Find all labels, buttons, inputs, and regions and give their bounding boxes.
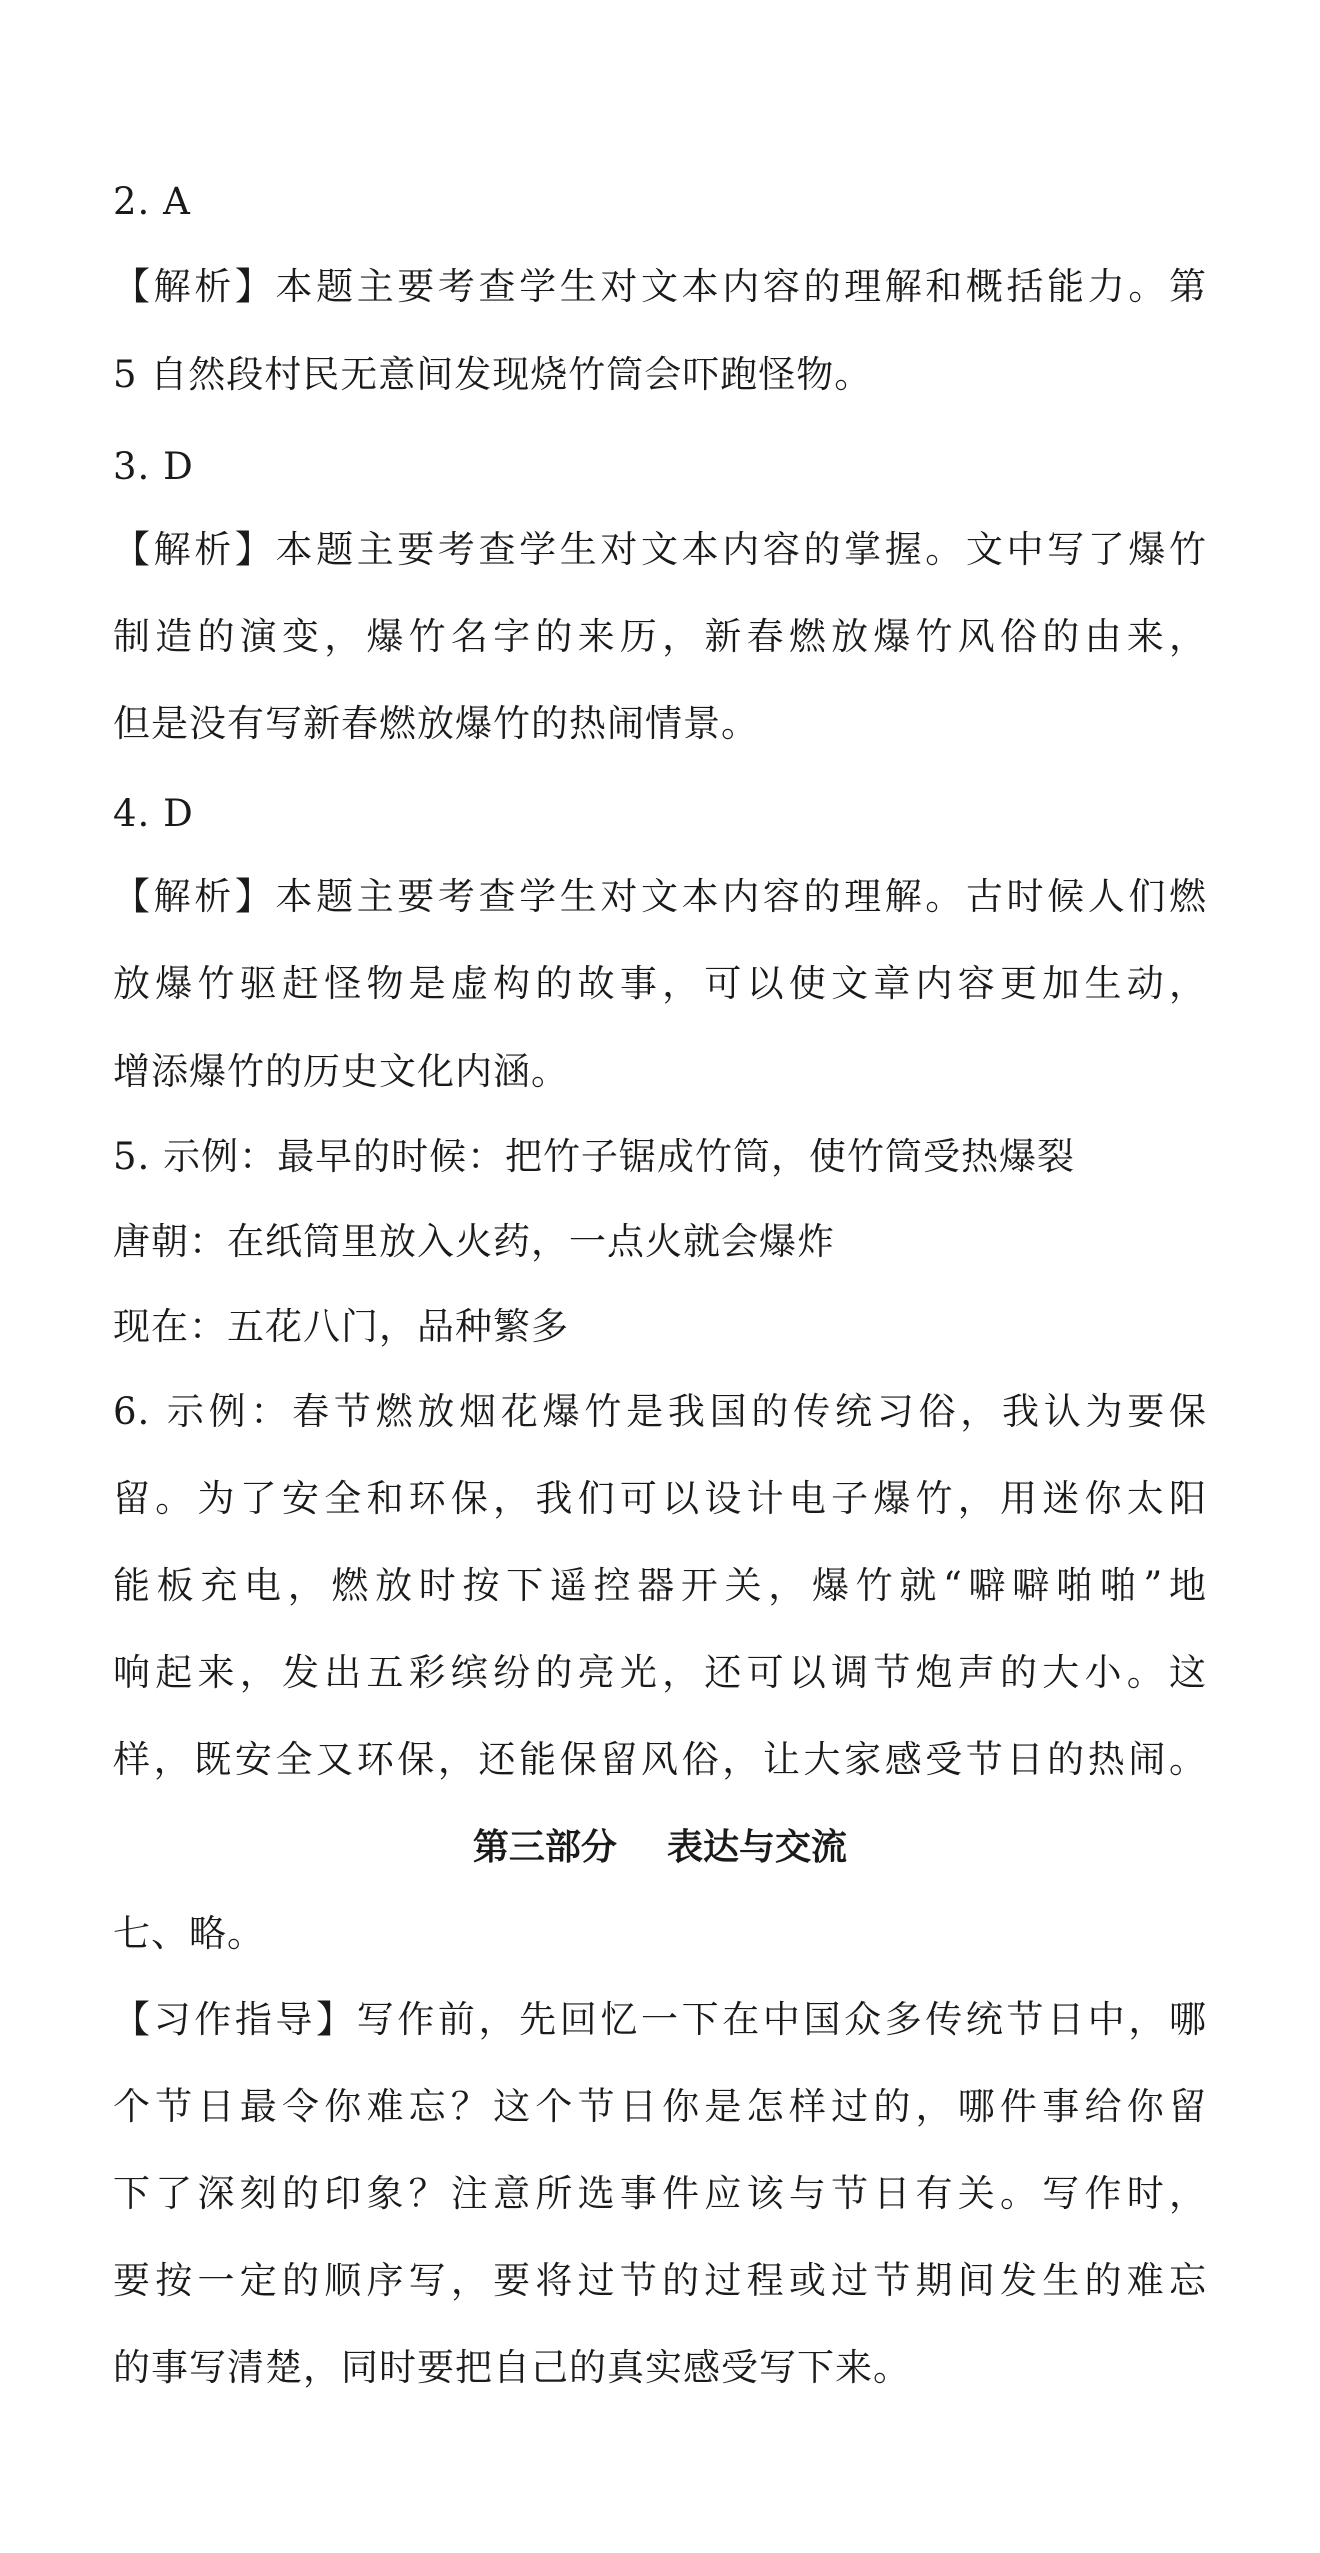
analysis-2-line-1: 【解析】本题主要考查学生对文本内容的理解和概括能力。第 (113, 265, 1207, 308)
section-heading: 第三部分 表达与交流 (472, 1827, 848, 1868)
answer-7: 七、略。 (113, 1912, 265, 1955)
answer-6-line-3: 能板充电，燃放时按下遥控器开关，爆竹就“噼噼啪啪”地 (113, 1564, 1207, 1607)
analysis-3-line-3: 但是没有写新春燃放爆竹的热闹情景。 (113, 702, 759, 745)
analysis-4-line-3: 增添爆竹的历史文化内涵。 (113, 1050, 569, 1093)
writing-guide-line-2: 个节日最令你难忘？这个节日你是怎样过的，哪件事给你留 (113, 2085, 1207, 2128)
answer-6-line-5: 样，既安全又环保，还能保留风俗，让大家感受节日的热闹。 (113, 1738, 1207, 1781)
answer-6-line-4: 响起来，发出五彩缤纷的亮光，还可以调节炮声的大小。这 (113, 1651, 1207, 1694)
answer-2: 2. A (113, 180, 191, 223)
answer-5-line-1: 5. 示例：最早的时候：把竹子锯成竹筒，使竹筒受热爆裂 (113, 1135, 1076, 1178)
answer-3: 3. D (113, 445, 194, 488)
writing-guide-line-4: 要按一定的顺序写，要将过节的过程或过节期间发生的难忘 (113, 2259, 1207, 2302)
analysis-4-line-1: 【解析】本题主要考查学生对文本内容的理解。古时候人们燃 (113, 875, 1207, 918)
answer-5-line-2: 唐朝：在纸筒里放入火药，一点火就会爆炸 (113, 1220, 835, 1263)
writing-guide-line-3: 下了深刻的印象？注意所选事件应该与节日有关。写作时， (113, 2172, 1207, 2215)
analysis-2-line-2: 5 自然段村民无意间发现烧竹筒会吓跑怪物。 (113, 353, 873, 396)
analysis-3-line-1: 【解析】本题主要考查学生对文本内容的掌握。文中写了爆竹 (113, 528, 1207, 571)
answer-4: 4. D (113, 792, 194, 835)
answer-5-line-3: 现在：五花八门，品种繁多 (113, 1305, 569, 1348)
answer-6-line-1: 6. 示例：春节燃放烟花爆竹是我国的传统习俗，我认为要保 (113, 1390, 1207, 1433)
answer-6-line-2: 留。为了安全和环保，我们可以设计电子爆竹，用迷你太阳 (113, 1477, 1207, 1520)
writing-guide-line-1: 【习作指导】写作前，先回忆一下在中国众多传统节日中，哪 (113, 1998, 1207, 2041)
analysis-3-line-2: 制造的演变，爆竹名字的来历，新春燃放爆竹风俗的由来， (113, 615, 1207, 658)
writing-guide-line-5: 的事写清楚，同时要把自己的真实感受写下来。 (113, 2346, 911, 2389)
analysis-4-line-2: 放爆竹驱赶怪物是虚构的故事，可以使文章内容更加生动， (113, 962, 1207, 1005)
